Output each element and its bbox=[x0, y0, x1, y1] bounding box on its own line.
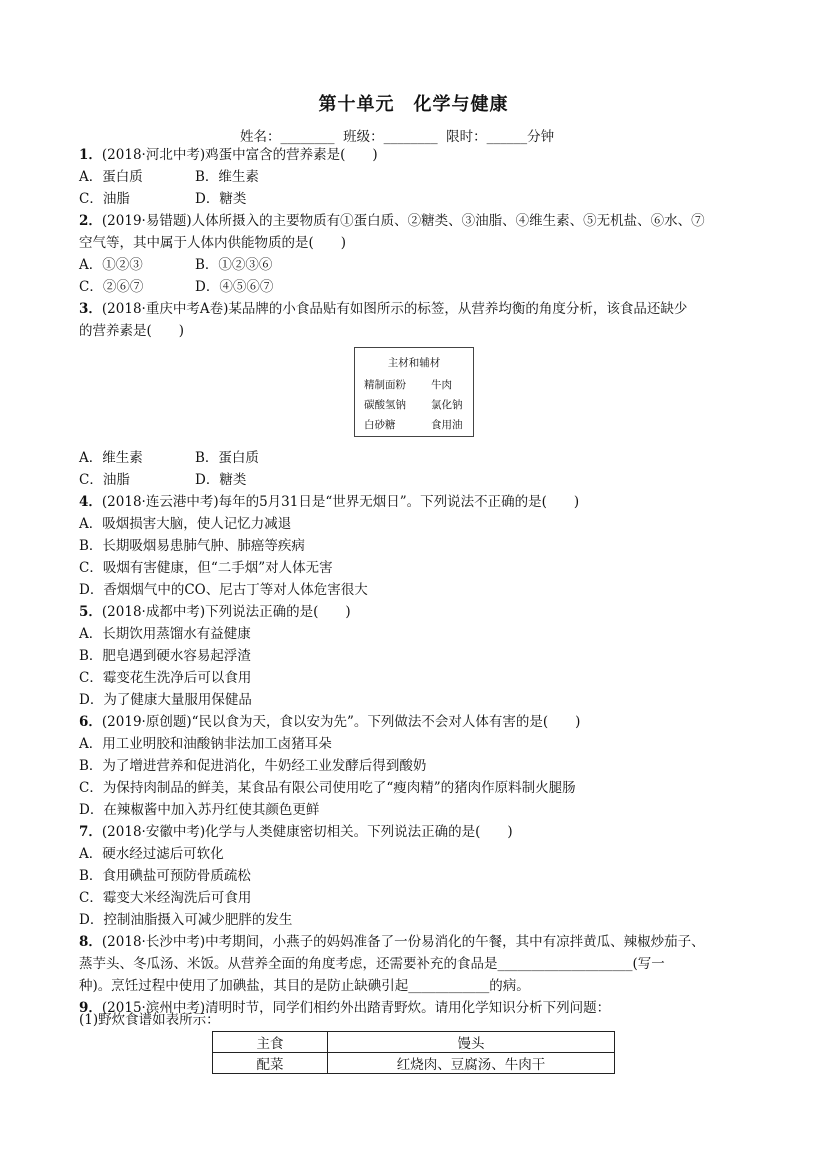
option-c: C．油脂 bbox=[79, 472, 130, 488]
question-text-cont: 空气等，其中属于人体内供能物质的是( ) bbox=[79, 235, 347, 251]
question-number: 2． bbox=[79, 213, 102, 229]
question-text: (2018·成都中考)下列说法正确的是( ) bbox=[101, 604, 351, 620]
option-c: C．霉变大米经淘洗后可食用 bbox=[79, 890, 252, 906]
table-row bbox=[213, 1053, 615, 1074]
option-d: D．控制油脂摄入可减少肥胖的发生 bbox=[79, 912, 293, 928]
question-text: (2019·易错题)人体所摄入的主要物质有①蛋白质、②糖类、③油脂、④维生素、⑤无机盐、⑥水、⑦ bbox=[101, 213, 705, 229]
page-title: 第十单元 化学与健康 bbox=[318, 94, 509, 115]
question-4 bbox=[79, 493, 579, 511]
question-6 bbox=[79, 713, 580, 731]
option-d: D．香烟烟气中的CO、尼古丁等对人体危害很大 bbox=[79, 582, 368, 598]
question-number: 6． bbox=[79, 714, 102, 730]
question-number: 1． bbox=[79, 147, 102, 163]
question-number: 3． bbox=[79, 301, 102, 317]
question-text: (2015·滨州中考)清明时节，同学们相约外出踏青野炊。请用化学知识分析下列问题： bbox=[101, 1000, 611, 1016]
option-b: B．蛋白质 bbox=[195, 450, 259, 466]
option-b: B．食用碘盐可预防骨质疏松 bbox=[79, 868, 251, 884]
option-d: D．糖类 bbox=[195, 191, 247, 207]
option-d: D．④⑤⑥⑦ bbox=[195, 279, 274, 295]
question-3 bbox=[79, 300, 687, 318]
question-number: 5． bbox=[79, 604, 102, 620]
option-b: B．长期吸烟易患肺气肿、肺癌等疾病 bbox=[79, 538, 305, 554]
question-text: (2018·重庆中考A卷)某品牌的小食品贴有如图所示的标签，从营养均衡的角度分析，该食品还缺少 bbox=[101, 301, 688, 317]
table-cell: 配菜 bbox=[213, 1053, 328, 1074]
question-number: 8． bbox=[79, 934, 102, 950]
question-number: 9． bbox=[79, 1000, 102, 1016]
question-text-cont: 的营养素是( ) bbox=[79, 323, 185, 339]
table-cell: 红烧肉、豆腐汤、牛肉干 bbox=[328, 1053, 615, 1074]
option-b: B．肥皂遇到硬水容易起浮渣 bbox=[79, 648, 251, 664]
food-label-item: 食用油 bbox=[431, 419, 463, 431]
table-cell: 馒头 bbox=[328, 1032, 615, 1053]
question-text-cont: 蒸芋头、冬瓜汤、米饭。从营养全面的角度考虑，还需要补充的食品是____________________(写一 bbox=[79, 956, 665, 972]
food-label-title: 主材和辅材 bbox=[387, 357, 441, 369]
question-text: (2018·长沙中考)中考期间，小燕子的妈妈准备了一份易消化的午餐，其中有凉拌黄瓜、辣椒炒茄子、 bbox=[101, 934, 705, 950]
option-b: B．①②③⑥ bbox=[195, 257, 273, 273]
food-label-item: 碳酸氢钠 bbox=[364, 399, 406, 411]
sub-question-text: (1)野炊食谱如表所示： bbox=[79, 1012, 220, 1028]
student-info-line: 姓名：________ 班级：________ 限时：______分钟 bbox=[240, 129, 555, 145]
option-c: C．吸烟有害健康，但“二手烟”对人体无害 bbox=[79, 560, 333, 576]
question-text: (2018·河北中考)鸡蛋中富含的营养素是( ) bbox=[101, 147, 378, 163]
option-d: D．为了健康大量服用保健品 bbox=[79, 692, 252, 708]
option-a: A．吸烟损害大脑，使人记忆力减退 bbox=[79, 516, 292, 532]
option-a: A．长期饮用蒸馏水有益健康 bbox=[79, 626, 251, 642]
food-label-item: 精制面粉 bbox=[364, 379, 406, 391]
food-label-item: 白砂糖 bbox=[364, 419, 396, 431]
option-b: B．为了增进营养和促进消化，牛奶经工业发酵后得到酸奶 bbox=[79, 758, 427, 774]
question-text: (2018·安徽中考)化学与人类健康密切相关。下列说法正确的是( ) bbox=[101, 824, 513, 840]
table-cell: 主食 bbox=[213, 1032, 328, 1053]
question-1 bbox=[79, 146, 378, 164]
option-a: A．①②③ bbox=[79, 257, 143, 273]
option-c: C．为保持肉制品的鲜美，某食品有限公司使用吃了“瘦肉精”的猪肉作原料制火腿肠 bbox=[79, 780, 576, 796]
option-d: D．糖类 bbox=[195, 472, 247, 488]
option-c: C．霉变花生洗净后可以食用 bbox=[79, 670, 252, 686]
menu-table bbox=[212, 1031, 615, 1074]
question-number: 7． bbox=[79, 824, 102, 840]
option-d: D．在辣椒酱中加入苏丹红使其颜色更鲜 bbox=[79, 802, 320, 818]
question-8 bbox=[79, 933, 705, 951]
option-a: A．用工业明胶和油酸钠非法加工卤猪耳朵 bbox=[79, 736, 332, 752]
option-c: C．②⑥⑦ bbox=[79, 279, 144, 295]
option-a: A．维生素 bbox=[79, 450, 143, 466]
question-number: 4． bbox=[79, 494, 102, 510]
option-b: B．维生素 bbox=[195, 169, 259, 185]
question-text-cont: 种)。烹饪过程中使用了加碘盐，其目的是防止缺碘引起____________的病。 bbox=[79, 978, 530, 994]
option-a: A．蛋白质 bbox=[79, 169, 143, 185]
option-row bbox=[79, 168, 143, 186]
question-5 bbox=[79, 603, 351, 621]
question-2 bbox=[79, 212, 705, 230]
food-label-box bbox=[354, 347, 474, 437]
question-text: (2019·原创题)“民以食为天，食以安为先”。下列做法不会对人体有害的是( ) bbox=[101, 714, 581, 730]
food-label-item: 氯化钠 bbox=[431, 399, 463, 411]
question-7 bbox=[79, 823, 513, 841]
option-c: C．油脂 bbox=[79, 191, 130, 207]
question-text: (2018·连云港中考)每年的5月31日是“世界无烟日”。下列说法不正确的是( ) bbox=[101, 494, 580, 510]
food-label-item: 牛肉 bbox=[431, 379, 452, 391]
table-row bbox=[213, 1032, 615, 1053]
option-a: A．硬水经过滤后可软化 bbox=[79, 846, 224, 862]
